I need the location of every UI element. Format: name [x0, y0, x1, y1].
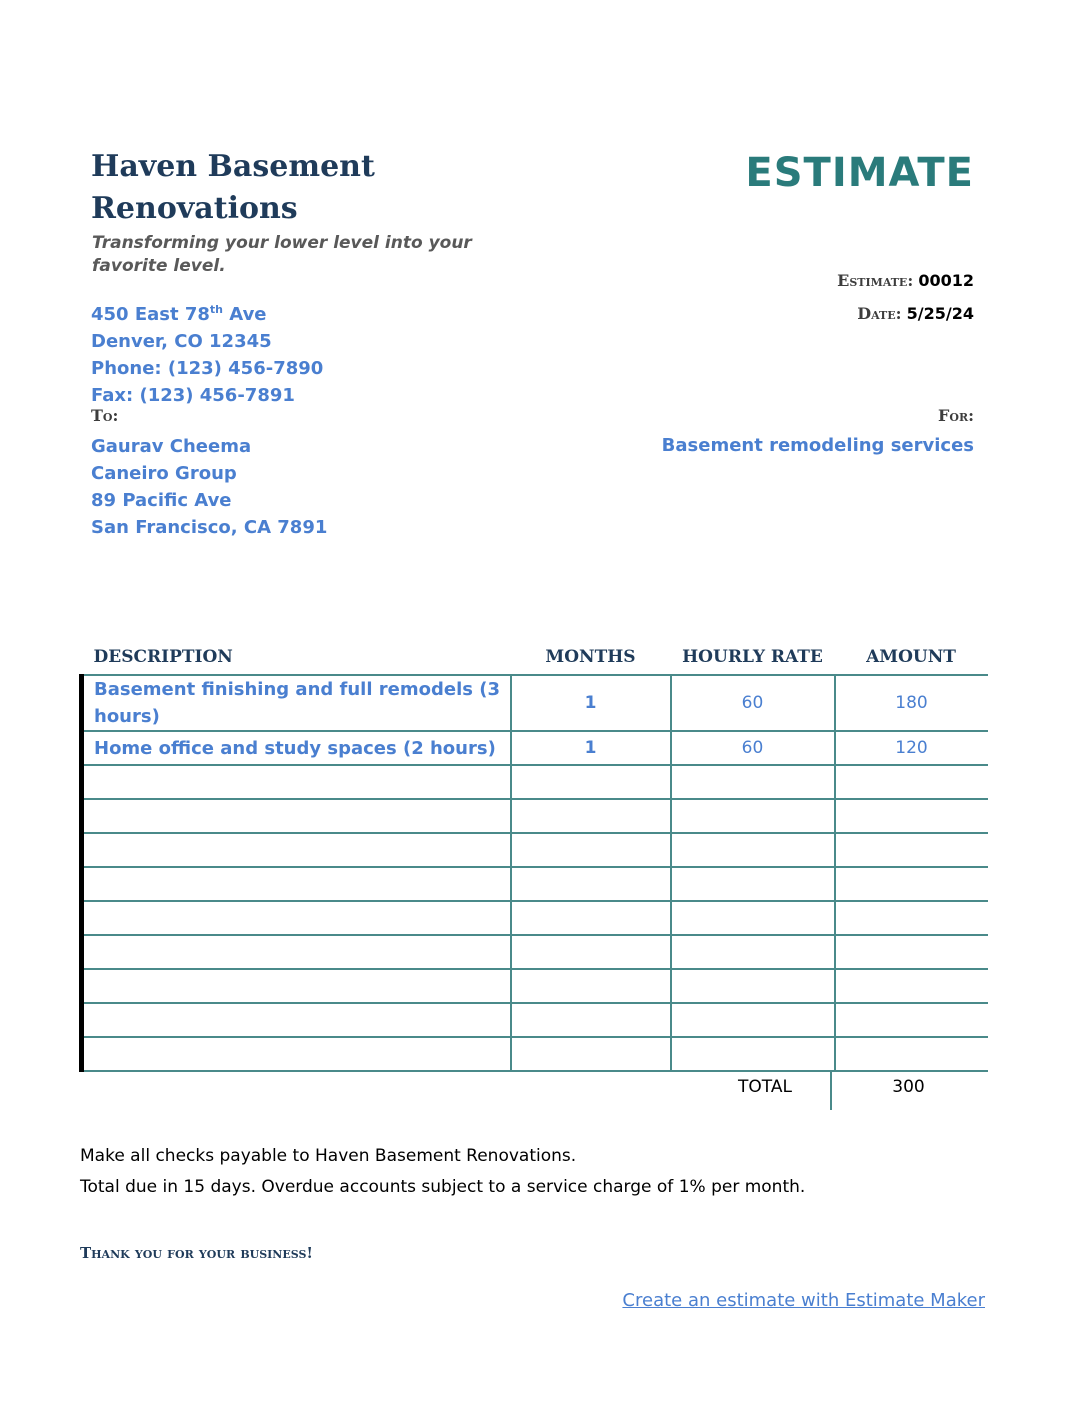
total-label: TOTAL	[738, 1077, 792, 1097]
table-header-row	[82, 640, 988, 675]
payment-note-1: Make all checks payable to Haven Basement Renovations.	[80, 1146, 577, 1166]
empty-row	[82, 1037, 988, 1071]
payment-note-2: Total due in 15 days. Overdue accounts subject to a service charge of 1% per month.	[80, 1177, 806, 1197]
estimate-number-row	[837, 271, 974, 290]
empty-cell	[671, 1003, 835, 1037]
date-label: Date:	[857, 304, 902, 323]
client-block	[91, 433, 327, 541]
estimate-number-label: Estimate:	[837, 271, 914, 290]
company-name: Haven Basement Renovations	[91, 149, 375, 226]
empty-row	[82, 765, 988, 799]
empty-cell	[511, 867, 671, 901]
empty-cell	[671, 901, 835, 935]
empty-cell	[82, 867, 511, 901]
empty-cell	[82, 901, 511, 935]
empty-cell	[835, 799, 988, 833]
row-months: 1	[511, 675, 671, 731]
empty-row	[82, 1003, 988, 1037]
date-value: 5/25/24	[906, 304, 974, 323]
empty-cell	[671, 833, 835, 867]
empty-cell	[671, 969, 835, 1003]
address-line-2: Denver, CO 12345	[91, 331, 272, 352]
row-description: Home office and study spaces (2 hours)	[82, 731, 511, 765]
estimate-maker-link[interactable]: Create an estimate with Estimate Maker	[622, 1290, 985, 1311]
thank-you-message: Thank you for your business!	[80, 1244, 313, 1262]
table-row	[82, 675, 988, 731]
to-label: To:	[91, 406, 119, 425]
total-value: 300	[892, 1077, 925, 1097]
empty-row	[82, 833, 988, 867]
empty-cell	[511, 901, 671, 935]
empty-cell	[82, 1003, 511, 1037]
empty-cell	[671, 799, 835, 833]
row-amount: 180	[835, 675, 988, 731]
empty-row	[82, 867, 988, 901]
document-title: ESTIMATE	[745, 150, 974, 196]
address-street-type: Ave	[223, 304, 267, 325]
header-description: DESCRIPTION	[82, 640, 511, 675]
empty-cell	[835, 833, 988, 867]
row-rate: 60	[671, 731, 835, 765]
client-company: Caneiro Group	[91, 463, 237, 484]
for-label: For:	[938, 406, 974, 425]
empty-cell	[511, 833, 671, 867]
row-months: 1	[511, 731, 671, 765]
empty-cell	[82, 1037, 511, 1071]
empty-cell	[511, 765, 671, 799]
address-ordinal: th	[209, 303, 224, 316]
empty-cell	[511, 799, 671, 833]
empty-cell	[511, 1037, 671, 1071]
client-name: Gaurav Cheema	[91, 436, 252, 457]
row-description: Basement finishing and full remodels (3 hours)	[82, 675, 511, 731]
empty-row	[82, 969, 988, 1003]
empty-cell	[835, 765, 988, 799]
empty-row	[82, 799, 988, 833]
empty-cell	[511, 1003, 671, 1037]
empty-cell	[82, 833, 511, 867]
company-phone: Phone: (123) 456-7890	[91, 358, 324, 379]
row-amount: 120	[835, 731, 988, 765]
empty-cell	[835, 969, 988, 1003]
payment-notes	[80, 1141, 805, 1203]
header-hourly-rate: HOURLY RATE	[671, 640, 835, 675]
empty-cell	[835, 901, 988, 935]
empty-cell	[671, 765, 835, 799]
empty-cell	[835, 1003, 988, 1037]
company-address	[91, 296, 323, 409]
header-months: MONTHS	[511, 640, 671, 675]
estimate-number: 00012	[918, 271, 974, 290]
empty-cell	[82, 765, 511, 799]
company-tagline: Transforming your lower level into your favorite level.	[92, 233, 472, 276]
table-row	[82, 731, 988, 765]
empty-cell	[82, 969, 511, 1003]
empty-cell	[82, 935, 511, 969]
for-value: Basement remodeling services	[661, 435, 974, 456]
empty-cell	[835, 935, 988, 969]
client-street: 89 Pacific Ave	[91, 490, 232, 511]
empty-cell	[671, 935, 835, 969]
company-fax: Fax: (123) 456-7891	[91, 385, 295, 406]
header-amount: AMOUNT	[835, 640, 988, 675]
empty-row	[82, 935, 988, 969]
row-rate: 60	[671, 675, 835, 731]
address-line-1	[91, 296, 323, 328]
date-row	[857, 304, 974, 323]
empty-cell	[835, 867, 988, 901]
empty-cell	[671, 867, 835, 901]
empty-cell	[511, 935, 671, 969]
empty-cell	[82, 799, 511, 833]
empty-cell	[671, 1037, 835, 1071]
address-street-number: 450 East 78	[91, 304, 210, 325]
line-items-table	[79, 640, 988, 1072]
client-city: San Francisco, CA 7891	[91, 517, 328, 538]
empty-row	[82, 901, 988, 935]
empty-cell	[511, 969, 671, 1003]
empty-cell	[835, 1037, 988, 1071]
